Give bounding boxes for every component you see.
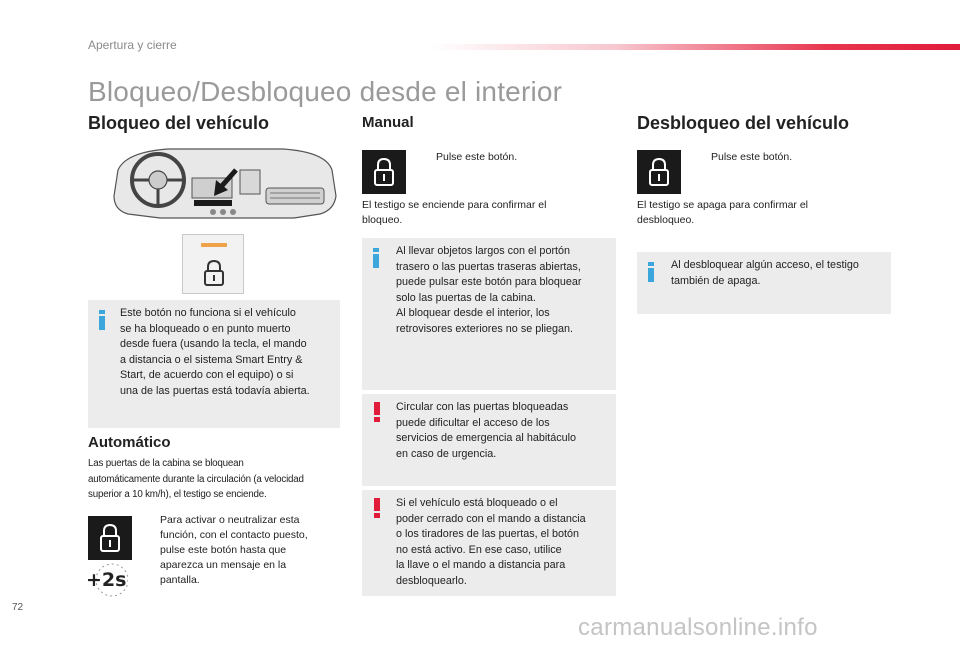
lock-icon[interactable] (203, 259, 225, 287)
automatic-heading: Automático (88, 434, 171, 451)
unlock-confirm-text: El testigo se apaga para confirmar el desbloqueo. (637, 199, 809, 226)
lock-icon (373, 157, 395, 187)
unlock-heading: Desbloqueo del vehículo (637, 113, 850, 133)
manual-confirm-text: El testigo se enciende para confirmar el bloqueo. (362, 199, 547, 226)
manual-instruction: Pulse este botón. (436, 151, 518, 163)
automatic-text: Las puertas de la cabina se bloquean automáticamente durante la circulación (a velocidad superior a 10 km/h), el testigo se enciende. (88, 458, 304, 500)
warning-box-text: Si el vehículo está bloqueado o el poder cerrado con el mando a distancia o los tiradores de las puertas, el botón no está activo. En ese caso, utilice la llave o el mando a distancia para desbloquearlo. (396, 497, 586, 587)
warning-icon (372, 498, 382, 518)
hold-duration-badge (88, 560, 128, 600)
lock-heading: Bloqueo del vehículo (88, 113, 270, 133)
info-box-text: Al desbloquear algún acceso, el testigo también de apaga. (671, 259, 859, 287)
automatic-instruction: Para activar o neutralizar esta función, con el contacto puesto, pulse este botón hasta que aparezca un mensaje en la pantalla. (160, 514, 308, 586)
duration-label: +2s (86, 569, 127, 591)
warning-icon (372, 402, 382, 422)
watermark-text: carmanualsonline.info (578, 614, 818, 641)
page-title: Bloqueo/Desbloqueo desde el interior (88, 76, 563, 107)
unlock-instruction: Pulse este botón. (711, 151, 793, 163)
lock-button-panel (182, 234, 244, 294)
lock-button-automatic[interactable] (88, 516, 132, 560)
info-icon (645, 262, 657, 282)
info-icon (96, 310, 108, 330)
info-icon (370, 248, 382, 268)
dashboard-illustration (108, 140, 340, 226)
manual-heading: Manual (362, 114, 414, 131)
page-number: 72 (12, 602, 24, 613)
unlock-button[interactable] (637, 150, 681, 194)
lock-icon (648, 157, 670, 187)
indicator-light (201, 243, 227, 247)
header-accent-bar (430, 44, 960, 50)
info-box-text: Al llevar objetos largos con el portón trasero o las puertas traseras abiertas, puede pulsar este botón para bloquear solo las puertas de la cabina. Al bloquear desde el interior, los retrovisores exteriores no se pliegan. (396, 245, 582, 335)
lock-icon (99, 523, 121, 553)
info-box-text: Este botón no funciona si el vehículo se ha bloqueado o en punto muerto desde fuera (usando la tecla, el mando a distancia o el sistema Smart Entry & Start, de acuerdo con el equipo) o si una de las puertas está todavía abierta. (120, 307, 310, 397)
warning-box-text: Circular con las puertas bloqueadas puede dificultar el acceso de los servicios de emergencia al habitáculo en caso de urgencia. (396, 401, 577, 460)
lock-button-manual[interactable] (362, 150, 406, 194)
header-section-title: Apertura y cierre (88, 38, 177, 52)
